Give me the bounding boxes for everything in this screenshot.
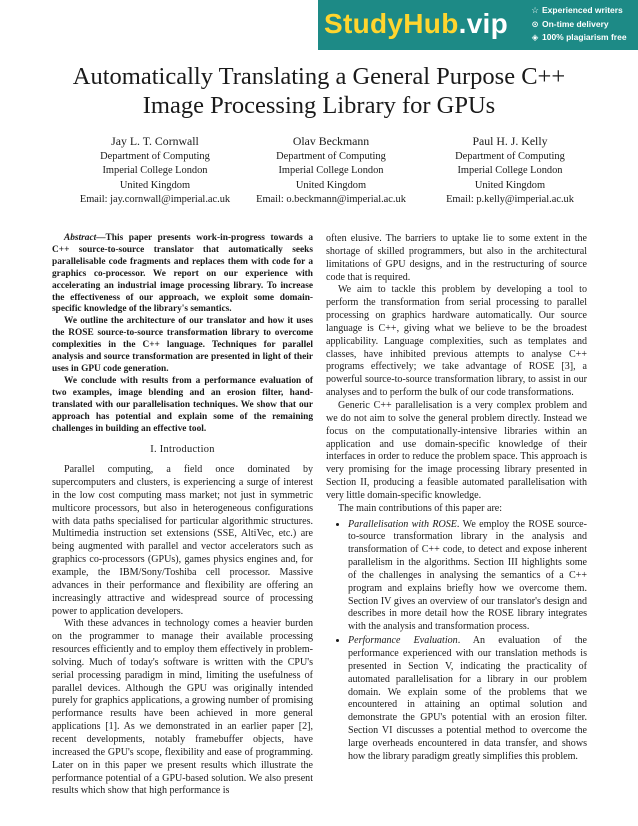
paper-title: Automatically Translating a General Purpose C++ Image Processing Library for GPUs [72, 63, 566, 119]
author-dept: Department of Computing [455, 150, 565, 162]
contribution-list [326, 519, 587, 764]
author-inst: Imperial College London [102, 165, 208, 177]
brand-name: StudyHub [324, 8, 459, 39]
body-paragraph: With these advances in technology comes a heavier burden on the programmer to manage their available processing resources efficiently and to employ them effectively in problem-solving. Much of today's software is written with the CPU's serial processing paradigm in mind, limiting the usefulness of parallel devices. Although the GPU was originally intended purely for graphics applications, a growing number of promising performance results have been achieved in more general applications [1]. As we demonstrated in an earlier paper [2], recent developments, notably framebuffer objects, have increased the GPU's scope, flexibility and ease of programming. Later on in this paper we present results which illustrate the performance potential of a GPU-based solution. We also present results which show that high performance is [52, 618, 313, 797]
section-heading: I. Introduction [150, 444, 215, 456]
body-paragraph: often elusive. The barriers to uptake lie to some extent in the shortage of skilled programmers, but also in the architectural limitations of GPU designs, and in the restructuring of source code that is required. [326, 233, 587, 283]
brand-logo[interactable] [324, 7, 508, 41]
body-paragraph: The main contributions of this paper are: [338, 502, 503, 514]
author-block [60, 134, 250, 208]
brand-domain: .vip [458, 8, 509, 39]
author-dept: Department of Computing [100, 150, 210, 162]
studyhub-banner[interactable] [318, 0, 638, 50]
body-paragraph: We aim to tackle this problem by developing a tool to perform the transformation from serial processing to parallel processing on graphics hardware automatically. Our source language is C++, giving what we believe to be the broadest applicability. Language complexities, such as templates and classes, have inhibited previous attempts to analyse C++ programs effectively; we take advantage of ROSE [3], a powerful source-to-source transformation library, to assist in our analyses and to perform the bulk of our code transformations. [326, 284, 587, 399]
abstract-paragraph: We outline the architecture of our translator and how it uses the ROSE source-to-source transformation library to overcome complexities in the C++ language. Techniques for parallel analysis and source transformation are presented in light of their uses in GPU code generation. [52, 316, 313, 374]
list-item: • Parallelisation with ROSE. We employ the ROSE source-to-source transformation library in the analysis and transformation of C++ code, to detect and expose inherent parallelism in the algorithms. Section III highlights some of the challenges in analysing the semantics of a C++ program and explains briefly how we overcome them. Section IV gives an overview of our translator's design and describes in more detail how the ROSE library integrates with the analysis and transformation process. [348, 519, 587, 635]
abstract [52, 233, 313, 435]
feature-list [530, 4, 638, 45]
abstract-label: Abstract [64, 233, 97, 243]
abstract-paragraph: We conclude with results from a performance evaluation of two examples, image blending and an erosion filter, hand-translated with our parallelisation techniques. We show that our approach has potential and explain some of the remaining challenges in building an effective tool. [52, 375, 313, 434]
body-paragraph: Parallel computing, a field once dominated by supercomputers and clusters, is experiencing a surge of interest in the low cost computing mass market; not just in symmetric multicore processors, but also in heterogeneous configurations with data paths specialised for particular algorithmic structures. Multimedia instruction set extensions (SSE, AltiVec, etc.) are being augmented with parallel and vector accelerators such as graphics co-processors (GPUs), games physics engines and, for example, the IBM/Sony/Toshiba cell processor. Massive advances in their performance and flexibility are offering an increasingly attractive and widespread source of processing power to application developers. [52, 464, 313, 617]
feature-item: ⊙ On-time delivery [530, 18, 638, 32]
author-country: United Kingdom [119, 179, 191, 191]
author-dept: Department of Computing [276, 150, 386, 162]
author-name: Olav Beckmann [292, 134, 370, 148]
body-paragraph: Generic C++ parallelisation is a very complex problem and we do not aim to solve the general problem directly. Instead we focus on the computationally-intensive libraries within an application and use domain-specific knowledge of their interfaces in order to reduce the problem space. This approach is very promising for the image processing library presented in Section II, producing a feasible automated parallelisation with very little domain-specific knowledge. [326, 399, 587, 501]
author-email[interactable]: Email: jay.cornwall@imperial.ac.uk [79, 194, 231, 206]
contribution-lead: Parallelisation with ROSE [348, 518, 457, 530]
author-name: Paul H. J. Kelly [472, 134, 548, 148]
clock-icon: ⊙ [531, 18, 539, 29]
list-item: • Performance Evaluation. An evaluation of the performance experienced with our translation methods is presented in Section V, indicating the practicality of automated parallelisation for a library in our problem domain. We explain some of the problems that we encountered in attaining an optimal solution and demonstrate the GPU's potential with an erosion filter. Section VI discusses a potential method to overcome the large overheads encountered in data transfer, and shows how the library paradigm greatly simplifies this problem. [348, 635, 587, 763]
author-block [420, 134, 600, 208]
author-inst: Imperial College London [278, 165, 384, 177]
abstract-paragraph: Abstract—This paper presents work-in-progress towards a C++ source-to-source translator that automatically seeks parallelisable code fragments and replaces them with code for a graphics co-processor. We report on our experience with accelerating an industrial image processing library. To increase the effectiveness of our approach, we exploit some domain-specific knowledge of the library's semantics. [52, 233, 313, 315]
author-block [241, 134, 421, 208]
author-email[interactable]: Email: o.beckmann@imperial.ac.uk [256, 194, 406, 206]
feature-item: ◈ 100% plagiarism free [530, 31, 638, 45]
left-column [52, 233, 313, 798]
star-icon: ☆ [531, 5, 539, 15]
author-inst: Imperial College London [457, 165, 563, 177]
author-email[interactable]: Email: p.kelly@imperial.ac.uk [446, 194, 574, 206]
author-name: Jay L. T. Cornwall [111, 134, 199, 148]
feature-item: ☆ Experienced writers [530, 4, 638, 18]
author-country: United Kingdom [295, 179, 367, 191]
contribution-lead: Performance Evaluation [348, 635, 458, 647]
shield-icon: ◈ [531, 32, 539, 42]
right-column [326, 233, 587, 765]
author-country: United Kingdom [474, 179, 546, 191]
